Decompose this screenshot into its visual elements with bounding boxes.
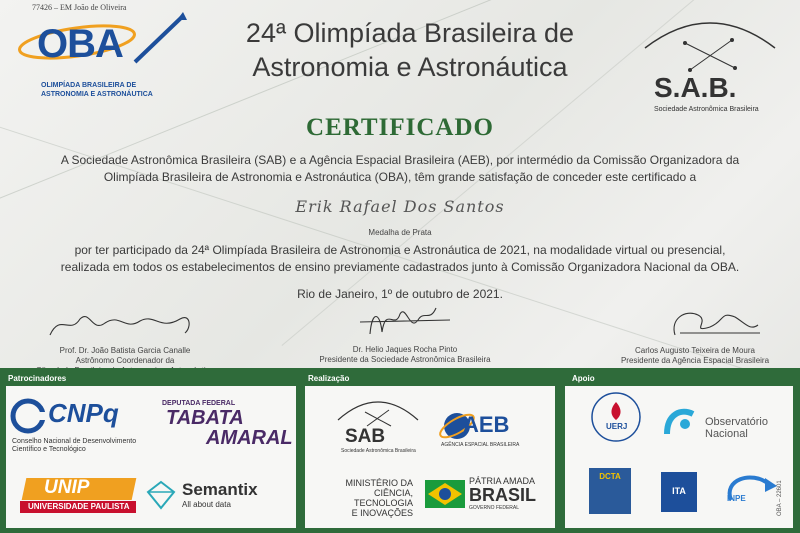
signature-block [300,300,510,365]
patria-logo-text: BRASIL [469,485,536,505]
cnpq-logo-text: CNPq [48,398,119,428]
semantix-diamond-icon [146,480,176,510]
sab-footer-caption: Sociedade Astronômica Brasileira [341,448,416,454]
tabata-logo-text: TABATA [166,407,244,429]
signature-block [20,305,230,376]
ministry-line: MINISTÉRIO DA [345,478,413,488]
aeb-caption: AGÊNCIA ESPACIAL BRASILEIRA [441,442,520,448]
intro-line: Olimpíada Brasileira de Astronomia e Astronáutica (OBA), têm grande satisfação de conceder este certificado a [103,170,697,184]
oba-logo [15,10,190,105]
unip-logo-text: UNIP [44,477,90,498]
tabata-caption: DEPUTADA FEDERAL [162,400,236,407]
signatory-name: Carlos Augusto Teixeira de Moura [635,346,755,355]
sab-logo [640,8,780,118]
semantix-logo-text: Semantix [182,480,258,499]
oba-logo-caption: OLIMPÍADA BRASILEIRA DE [41,82,137,89]
document-code: OBA – 22601 [777,480,783,516]
certificate-heading: CERTIFICADO [306,114,494,141]
serial-number: 77426 – EM João de Oliveira [32,3,127,12]
signature-scribble [20,305,230,341]
ita-logo [661,472,697,512]
intro-line: A Sociedade Astronômica Brasileira (SAB) e a Agência Espacial Brasileira (AEB), por intermédio da Comissão Organizadora da [60,153,740,167]
tabata-logo-text: AMARAL [206,427,293,449]
signatory-role: Presidente da Sociedade Astronômica Brasileira [319,355,491,364]
support-title: Apoio [572,374,595,383]
ministry-text [313,478,413,518]
signature-scribble [300,300,510,340]
body-paragraph [20,242,780,276]
sab-logo-caption: Sociedade Astronômica Brasileira [654,106,759,113]
intro-paragraph [20,152,780,186]
title-line: Astronomia e Astronáutica [252,52,568,82]
brazil-flag-icon [425,480,465,508]
patria-caption: GOVERNO FEDERAL [469,505,520,511]
ita-logo-text: ITA [672,486,686,496]
sponsors-panel [6,386,296,528]
date-line: Rio de Janeiro, 1º de outubro de 2021. [297,287,503,301]
inpe-arrow-icon [721,470,779,512]
oba-logo-text: OBA [37,22,123,66]
observatorio-text [705,416,768,440]
realization-panel [305,386,555,528]
inpe-logo-text: INPE [727,494,746,503]
signatory-role: Presidente da Agência Espacial Brasileira [620,356,770,365]
title-line: 24ª Olimpíada Brasileira de [245,18,575,48]
uerj-logo-text: UERJ [606,422,628,431]
recipient-name: Erik Rafael Dos Santos [295,197,505,216]
body-line: por ter participado da 24ª Olimpíada Brasileira de Astronomia e Astronáutica de 2021, na modalidade virtual ou presencial, [74,243,726,257]
signature-block [590,303,800,366]
observatorio-icon [663,406,699,438]
sab-footer-text: SAB [345,426,386,447]
sab-constellation-icon [333,390,423,430]
oba-logo-caption: ASTRONOMIA E ASTRONÁUTICA [41,91,153,98]
dcta-logo-text: DCTA [599,472,621,481]
patria-caption: PÁTRIA AMADA [469,476,536,486]
observatorio-line: Nacional [705,428,748,440]
ministry-line: E INOVAÇÕES [351,508,413,518]
signatory-role: Astrônomo Coordenador da [75,356,175,365]
support-panel [565,386,793,528]
cnpq-caption: Científico e Tecnológico [12,446,86,453]
page-title [190,16,630,84]
semantix-caption: All about data [182,500,231,509]
signatory-name: Prof. Dr. João Batista Garcia Canalle [59,346,191,355]
realization-title: Realização [308,374,350,383]
cnpq-icon [10,398,46,434]
sab-logo-text: S.A.B. [654,72,737,103]
medal-label: Medalha de Prata [368,228,432,237]
unip-caption: UNIVERSIDADE PAULISTA [28,502,130,511]
sponsors-title: Patrocinadores [8,374,67,383]
aeb-logo-text: AEB [463,412,510,437]
uerj-seal-icon [589,390,643,444]
dcta-logo [589,468,631,514]
signatory-name: Dr. Helio Jaques Rocha Pinto [352,345,458,354]
signature-scribble [590,303,800,341]
ministry-line: CIÊNCIA, TECNOLOGIA [353,488,413,508]
cnpq-caption: Conselho Nacional de Desenvolvimento [12,438,137,445]
body-line: realizada em todos os estabelecimentos de ensino previamente cadastrados junto à Comissão Organizadora Nacional da OBA. [60,260,740,274]
observatorio-line: Observatório [705,416,768,428]
